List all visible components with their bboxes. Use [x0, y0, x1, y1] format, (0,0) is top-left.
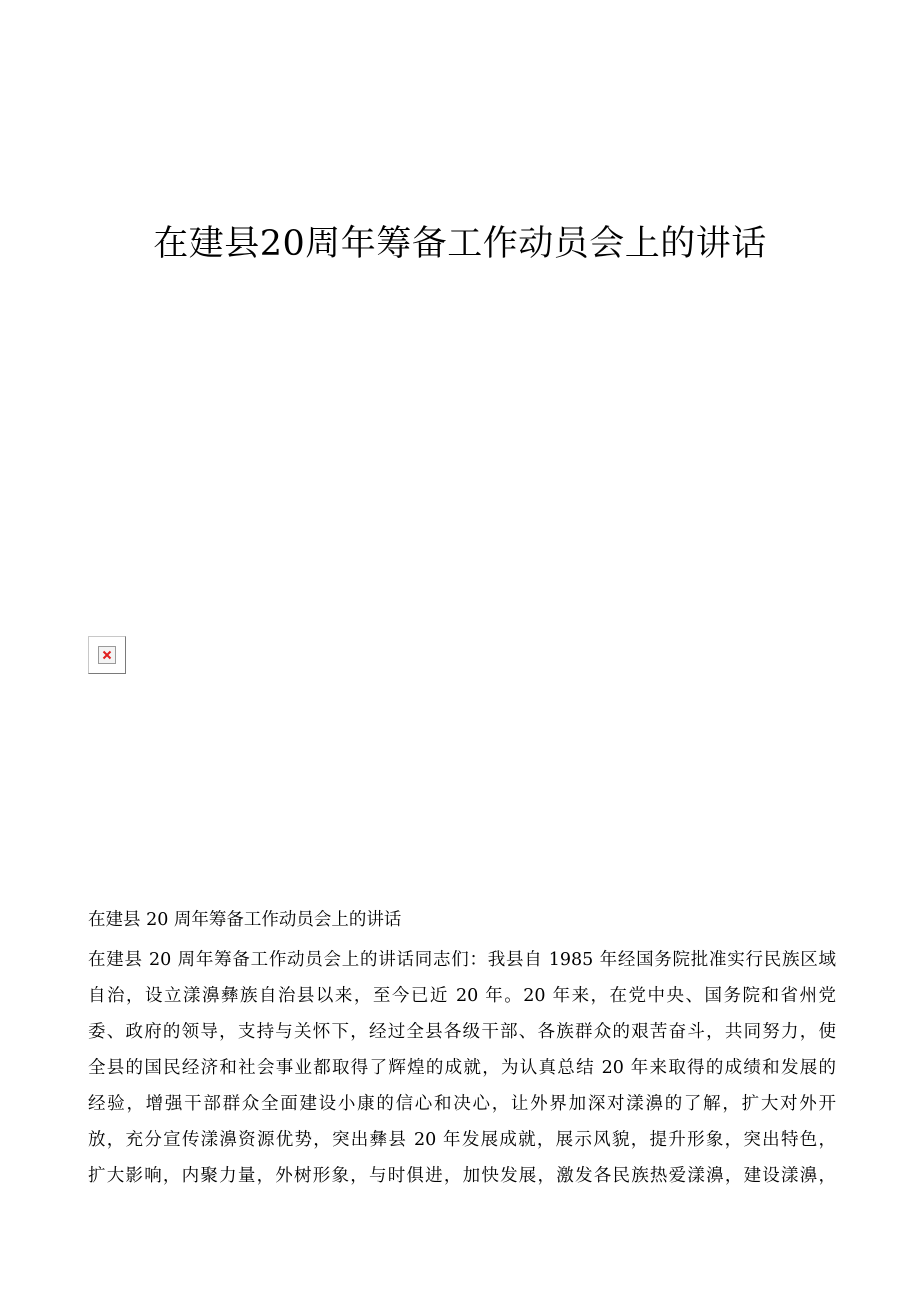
document-body — [88, 902, 836, 1194]
body-line: 全县的国民经济和社会事业都取得了辉煌的成就，为认真总结 20 年来取得的成绩和发展的 — [88, 1058, 836, 1078]
body-line: 扩大影响，内聚力量，外树形象，与时俱进，加快发展，激发各民族热爱漾濞，建设漾濞， — [88, 1166, 836, 1186]
document-subtitle: 在建县 20 周年筹备工作动员会上的讲话 — [88, 910, 402, 930]
body-line: 放，充分宣传漾濞资源优势，突出彝县 20 年发展成就，展示风貌，提升形象，突出特色， — [88, 1130, 836, 1150]
body-line: 在建县 20 周年筹备工作动员会上的讲话同志们：我县自 1985 年经国务院批准实行民族区域 — [88, 950, 836, 970]
body-line: 自治，设立漾濞彝族自治县以来，至今已近 20 年。20 年来，在党中央、国务院和省州党 — [88, 986, 836, 1006]
broken-image-placeholder — [88, 636, 126, 674]
body-line: 委、政府的领导，支持与关怀下，经过全县各级干部、各族群众的艰苦奋斗，共同努力，使 — [88, 1022, 836, 1042]
broken-image-icon — [98, 646, 116, 664]
body-line: 经验，增强干部群众全面建设小康的信心和决心，让外界加深对漾濞的了解，扩大对外开 — [88, 1094, 836, 1114]
document-title: 在建县20周年筹备工作动员会上的讲话 — [153, 224, 767, 264]
